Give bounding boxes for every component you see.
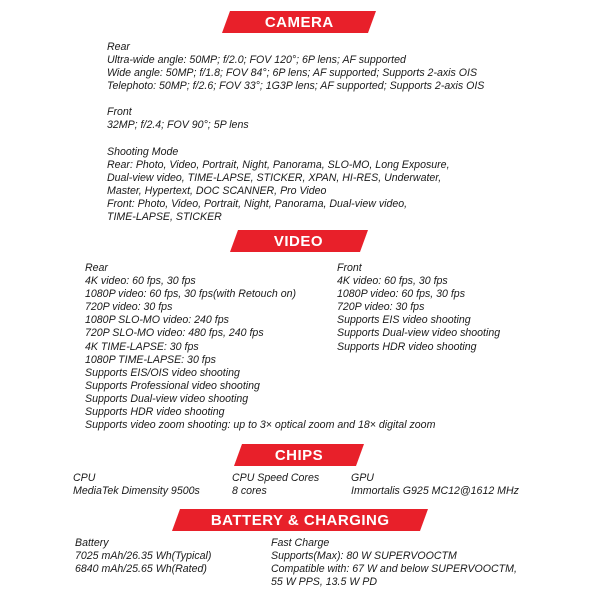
video-front-section [337, 262, 500, 354]
battery-banner [172, 509, 428, 531]
camera-shooting-line: Front: Photo, Video, Portrait, Night, Panorama, Dual-view video, [107, 197, 408, 210]
video-front-line: Supports EIS video shooting [337, 314, 471, 327]
video-front-line: Supports Dual-view video shooting [337, 327, 501, 340]
video-rear-line: Supports EIS/OIS video shooting [85, 366, 240, 379]
camera-front-heading: Front [107, 106, 132, 119]
fast-charge-section [271, 537, 517, 589]
camera-banner [222, 11, 376, 33]
video-rear-line: Supports Professional video shooting [85, 379, 260, 392]
battery-section [75, 537, 211, 576]
fast-charge-line: 55 W PPS, 13.5 W PD [271, 576, 377, 589]
cpu-label: CPU [73, 472, 96, 484]
fast-charge-line: Supports(Max): 80 W SUPERVOOCTM [271, 550, 457, 563]
video-rear-line: 1080P TIME-LAPSE: 30 fps [85, 353, 216, 366]
video-front-line: 4K video: 60 fps, 30 fps [337, 275, 448, 288]
chips-title: CHIPS [274, 446, 324, 464]
camera-rear-line: Wide angle: 50MP; f/1.8; FOV 84°; 6P lens; AF supported; Supports 2-axis OIS [107, 67, 478, 80]
chips-gpu [351, 472, 519, 498]
video-rear-line: 720P video: 30 fps [85, 301, 173, 314]
gpu-value: Immortalis G925 MC12@1612 MHz [351, 485, 519, 498]
chips-cpu [73, 472, 200, 498]
video-front-line: 1080P video: 60 fps, 30 fps [337, 288, 465, 301]
video-front-line: 720P video: 30 fps [337, 301, 425, 314]
video-rear-line: Supports HDR video shooting [85, 406, 225, 419]
video-rear-line: 1080P video: 60 fps, 30 fps(with Retouch on) [85, 288, 297, 301]
video-rear-line: 720P SLO-MO video: 480 fps, 240 fps [85, 327, 264, 340]
video-front-heading: Front [337, 262, 362, 274]
camera-section [107, 41, 484, 224]
video-zoom-line: Supports video zoom shooting: up to 3× optical zoom and 18× digital zoom [85, 419, 436, 432]
camera-shooting-line: Rear: Photo, Video, Portrait, Night, Panorama, SLO-MO, Long Exposure, [107, 158, 450, 171]
fast-charge-label: Fast Charge [271, 537, 330, 549]
camera-shooting-heading: Shooting Mode [107, 145, 179, 158]
video-rear-heading: Rear [85, 262, 108, 274]
video-rear-line: Supports Dual-view video shooting [85, 392, 249, 405]
gpu-label: GPU [351, 472, 374, 484]
chips-banner [234, 444, 364, 466]
video-rear-line: 1080P SLO-MO video: 240 fps [85, 314, 229, 327]
cpu-speed-label: CPU Speed Cores [232, 472, 320, 484]
video-rear-line: 4K video: 60 fps, 30 fps [85, 275, 196, 288]
camera-title: CAMERA [264, 13, 334, 31]
video-rear-line: 4K TIME-LAPSE: 30 fps [85, 340, 199, 353]
camera-rear-line: Ultra-wide angle: 50MP; f/2.0; FOV 120°; 6P lens; AF supported [107, 54, 406, 67]
battery-line: 7025 mAh/26.35 Wh(Typical) [75, 550, 212, 563]
chips-speed [232, 472, 319, 498]
video-front-line: Supports HDR video shooting [337, 340, 477, 353]
video-banner [230, 230, 368, 252]
video-title: VIDEO [274, 232, 324, 250]
camera-rear-line: Telephoto: 50MP; f/2.6; FOV 33°; 1G3P lens; AF supported; Supports 2-axis OIS [107, 80, 485, 93]
camera-shooting-line: TIME-LAPSE, STICKER [107, 211, 222, 224]
fast-charge-line: Compatible with: 67 W and below SUPERVOOCTM, [271, 563, 517, 576]
battery-title: BATTERY & CHARGING [210, 511, 390, 529]
camera-shooting-line: Master, Hypertext, DOC SCANNER, Pro Video [107, 184, 327, 197]
camera-front-line: 32MP; f/2.4; FOV 90°; 5P lens [107, 119, 249, 132]
cpu-speed-value: 8 cores [232, 485, 267, 498]
battery-label: Battery [75, 537, 109, 549]
camera-rear-heading: Rear [107, 41, 130, 53]
camera-shooting-line: Dual-view video, TIME-LAPSE, STICKER, XPAN, HI-RES, Underwater, [107, 171, 442, 184]
cpu-value: MediaTek Dimensity 9500s [73, 485, 200, 498]
battery-line: 6840 mAh/25.65 Wh(Rated) [75, 563, 207, 576]
